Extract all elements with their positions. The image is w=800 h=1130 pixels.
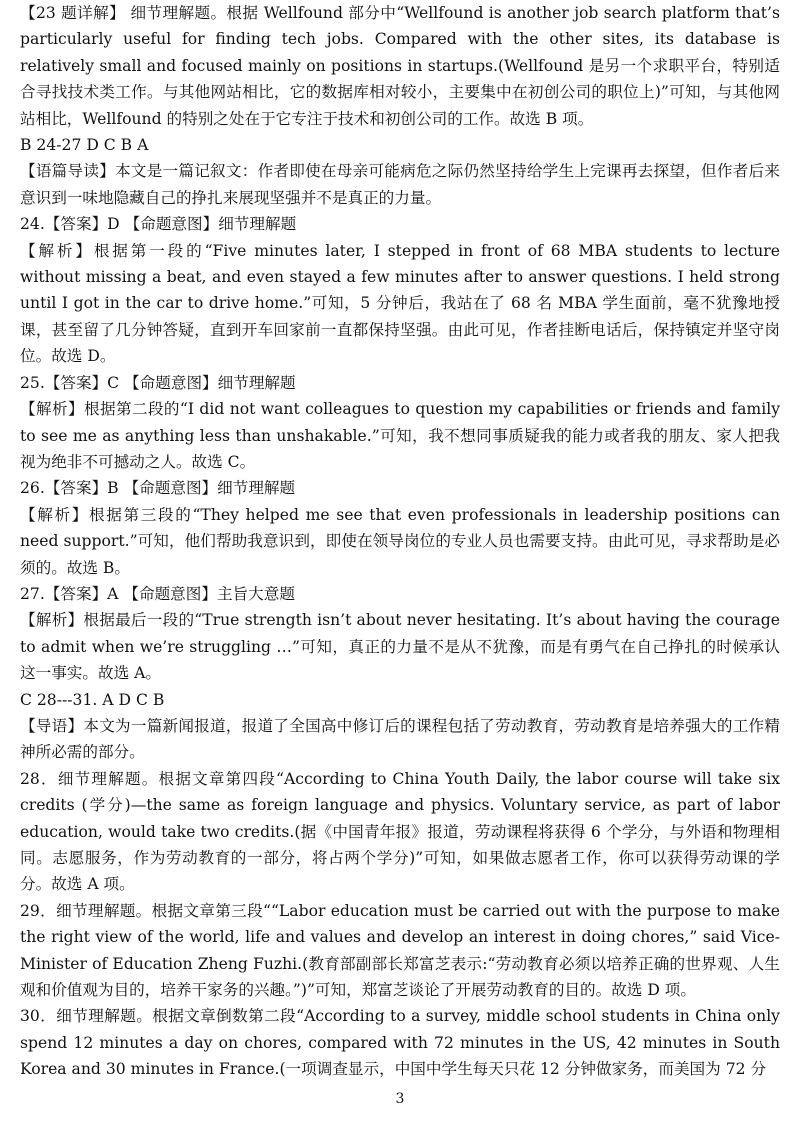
analysis-q25: 【解析】根据第二段的“I did not want colleagues to question my capabilities or friends and family to see me as anything less than unshakable.”可知，我不想同事质疑我的能力或者我的朋友、家人把我视为绝非不可撼动之人。故选 C。 [20,400,780,471]
explanation-q29: 29．细节理解题。根据文章第三段““Labor education must be carried out with the purpose to make the right view of the world, life and values and develop an interest in doing chores,” said Vice-Minister of Education Zheng Fuzhi.(教育部副部长郑富芝表示:“劳动教育必须以培养正确的世界观、人生观和价值观为目的，培养干家务的兴趣。”)”可知，郑富芝谈论了开展劳动教育的目的。故选 D 项。 [20,901,780,1000]
answer-q27-header: 27.【答案】A 【命题意图】主旨大意题 [20,584,295,603]
passage-guide-c: 【语篇导读】本文是一篇记叙文：作者即使在母亲可能病危之际仍然坚持给学生上完课再去探望，但作者后来意识到一味地隐藏自己的挣扎来展现坚强并不是真正的力量。 [20,162,780,207]
answer-q26-header: 26.【答案】B 【命题意图】细节理解题 [20,479,296,498]
answer-key-text [20,0,780,1083]
answers-28-31: C 28---31. A D C B [20,690,165,709]
explanation-q30: 30．细节理解题。根据文章倒数第二段“According to a survey, middle school students in China only spend 12 minutes a day on chores, compared with 72 minutes in the US, 42 minutes in South Korea and 30 minutes in France.(一项调查显示，中国中学生每天只花 12 分钟做家务，而美国为 72 分 [20,1007,780,1079]
explanation-q28: 28．细节理解题。根据文章第四段“According to China Youth Daily, the labor course will take six credits (学分)—the same as foreign language and physics. Voluntary service, as part of labor education, would take two credits.(据《中国青年报》报道，劳动课程将获得 6 个学分，与外语和物理相同。志愿服务，作为劳动教育的一部分，将占两个学分)”可知，如果做志愿者工作，你可以获得劳动课的学分。故选 A 项。 [20,769,780,894]
answer-q24-header: 24.【答案】D 【命题意图】细节理解题 [20,215,297,234]
analysis-q27: 【解析】根据最后一段的“True strength isn’t about never hesitating. It’s about having the courage to admit when we’re struggling …”可知，真正的力量不是从不犹豫，而是有勇气在自己挣扎的时候承认这一事实。故选 A。 [20,611,780,683]
analysis-q26: 【解析】根据第三段的“They helped me see that even professionals in leadership positions can need support.”可知，他们帮助我意识到，即使在领导岗位的专业人员也需要支持。由此可见，寻求帮助是必须的。故选 B。 [20,505,780,577]
passage-guide-d: 【导语】本文为一篇新闻报道，报道了全国高中修订后的课程包括了劳动教育，劳动教育是培养强大的工作精神所必需的部分。 [20,716,780,762]
answers-24-27: B 24-27 D C B A [20,136,149,155]
analysis-q24: 【解析】根据第一段的“Five minutes later, I stepped in front of 68 MBA students to lecture without missing a beat, and even stayed a few minutes after to answer questions. I held strong until I got in the car to drive home.”可知，5 分钟后，我站在了 68 名 MBA 学生面前，毫不犹豫地授课，甚至留了几分钟答疑，直到开车回家前一直都保持坚强。由此可见，作者挂断电话后，保持镇定并坚守岗位。故选 D。 [20,241,780,366]
explanation-q23: 【23 题详解】 细节理解题。根据 Wellfound 部分中“Wellfound is another job search platform that’s particularly useful for finding tech jobs. Compared with the other sites, its database is relatively small and focused mainly on positions in startups.(Wellfound 是另一个求职平台，特别适合寻找技术类工作。与其他网站相比，它的数据库相对较小，主要集中在初创公司的职位上)”可知，与其他网站相比，Wellfound 的特别之处在于它专注于技术和初创公司的工作。故选 B 项。 [20,4,780,128]
page-number: 3 [395,1091,405,1107]
answer-q25-header: 25.【答案】C 【命题意图】细节理解题 [20,373,296,392]
